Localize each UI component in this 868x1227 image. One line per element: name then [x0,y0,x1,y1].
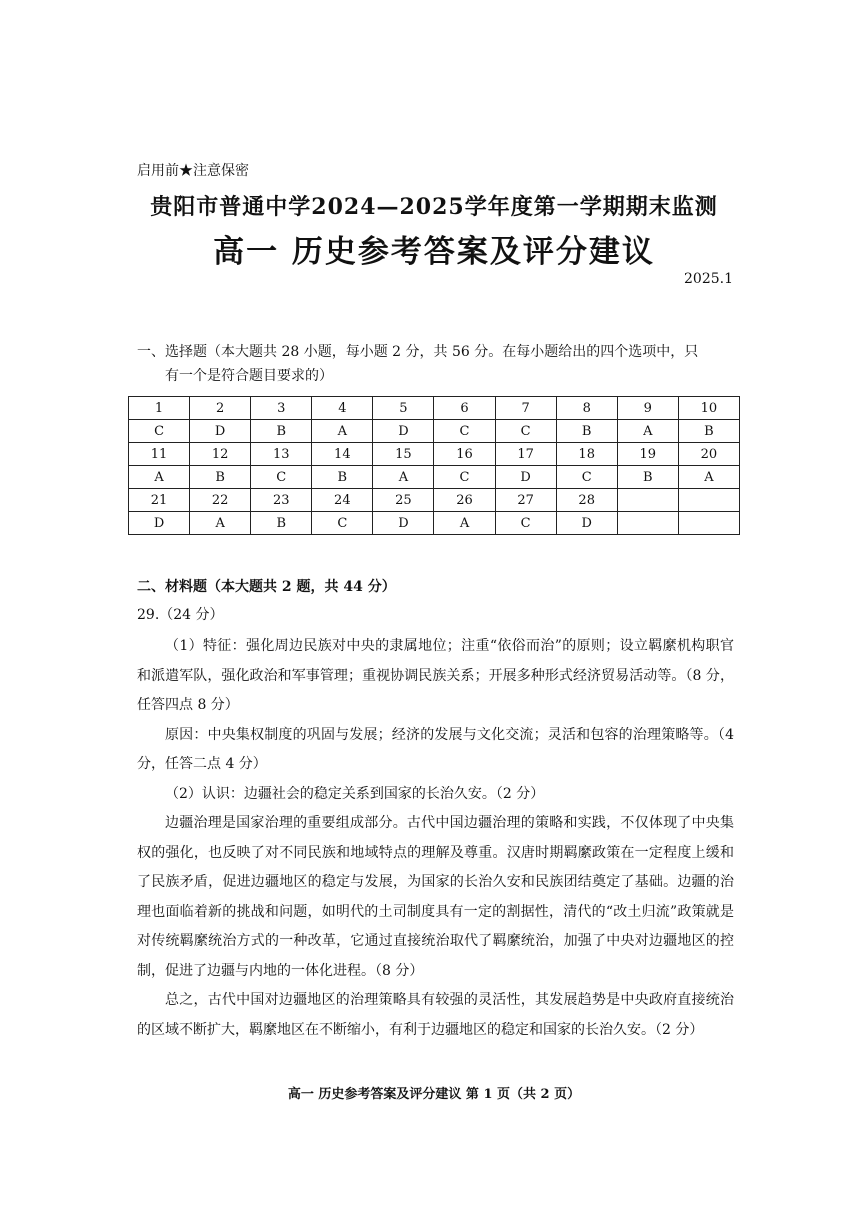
document-title: 高一 历史参考答案及评分建议 [213,234,655,270]
answer-table-cell: C [495,512,556,535]
answer-table-cell: A [434,512,495,535]
answer-table-cell: D [556,512,617,535]
answer-table-cell: 4 [312,397,373,420]
answer-table-cell: 27 [495,489,556,512]
answer-table-cell: 28 [556,489,617,512]
answer-table-cell: 19 [617,443,678,466]
answer-table-cell: 18 [556,443,617,466]
answer-table-cell: D [373,512,434,535]
section1-heading-line1: 一、选择题（本大题共 28 小题，每小题 2 分，共 56 分。在每小题给出的四个选项中，只 [137,344,699,360]
answer-table-cell: 23 [251,489,312,512]
answer-table-cell: B [678,420,739,443]
answer-table-cell: B [251,420,312,443]
answer-table-cell: C [556,466,617,489]
answer-table-row [129,397,740,420]
answer-table-cell [617,489,678,512]
document-date: 2025.1 [684,271,733,287]
question-29-number: 29.（24 分） [137,607,224,623]
answer-table-cell: 8 [556,397,617,420]
answer-table-row [129,466,740,489]
answer-table-cell: B [251,512,312,535]
answer-table-cell: 5 [373,397,434,420]
answer-table-cell: 11 [129,443,190,466]
answer-table-row [129,512,740,535]
answer-table-cell: C [434,420,495,443]
answer-table-cell: C [251,466,312,489]
confidential-notice: 启用前★注意保密 [137,163,249,179]
answer-table-cell: 12 [190,443,251,466]
answer-paragraph: （2）认识：边疆社会的稳定关系到国家的长治久安。（2 分） [165,785,545,802]
answer-paragraph: 边疆治理是国家治理的重要组成部分。古代中国边疆治理的策略和实践，不仅体现了中央集权的强化，也反映了对不同民族和地域特点的理解及尊重。汉唐时期羁縻政策在一定程度上缓和了民族矛盾，促进边疆地区的稳定与发展，为国家的长治久安和民族团结奠定了基础。边疆的治理也面临着新的挑战和问题，如明代的土司制度具有一定的割据性，清代的“改土归流”政策就是对传统羁縻统治方式的一种改革，它通过直接统治取代了羁縻统治，加强了中央对边疆地区的控制，促进了边疆与内地的一体化进程。（8 分） [137,815,734,979]
answer-table-cell: 16 [434,443,495,466]
answer-table-cell: D [495,466,556,489]
answer-paragraph: 总之，古代中国对边疆地区的治理策略具有较强的灵活性，其发展趋势是中央政府直接统治的区域不断扩大，羁縻地区在不断缩小，有利于边疆地区的稳定和国家的长治久安。（2 分） [137,992,734,1038]
answer-table-cell: 21 [129,489,190,512]
section2-heading: 二、材料题（本大题共 2 题，共 44 分） [137,579,396,595]
question-29-answer [137,632,734,1045]
answer-table-cell: 25 [373,489,434,512]
answer-table-cell: C [495,420,556,443]
answer-table-cell: 15 [373,443,434,466]
answer-table-cell: B [556,420,617,443]
answer-table-cell: D [373,420,434,443]
answer-table-cell: 20 [678,443,739,466]
answer-table-cell: 14 [312,443,373,466]
answer-table [128,396,740,535]
answer-table-cell: A [190,512,251,535]
answer-table-cell: B [312,466,373,489]
answer-table-row [129,443,740,466]
answer-paragraph: 原因：中央集权制度的巩固与发展；经济的发展与文化交流；灵活和包容的治理策略等。（4 分，任答二点 4 分） [137,726,734,772]
answer-table-cell: 2 [190,397,251,420]
section1-heading-line2: 有一个是符合题目要求的） [165,368,333,384]
answer-table-cell: 17 [495,443,556,466]
exam-title: 贵阳市普通中学2024—2025学年度第一学期期末监测 [150,194,718,220]
answer-table-cell [678,489,739,512]
answer-table-cell: A [617,420,678,443]
page-footer: 高一 历史参考答案及评分建议 第 1 页（共 2 页） [287,1087,581,1102]
answer-table-cell: B [190,466,251,489]
answer-table-cell: A [678,466,739,489]
answer-paragraph: （1）特征：强化周边民族对中央的隶属地位；注重“依俗而治”的原则；设立羁縻机构职官和派遣军队，强化政治和军事管理；重视协调民族关系；开展多种形式经济贸易活动等。（8 分，任答四点 8 分） [137,638,734,713]
answer-table-row [129,420,740,443]
answer-table-cell: B [617,466,678,489]
answer-table-cell: A [373,466,434,489]
answer-table-cell: 26 [434,489,495,512]
answer-table-cell: 6 [434,397,495,420]
answer-table-cell: A [129,466,190,489]
answer-table-cell: C [312,512,373,535]
answer-table-cell: D [190,420,251,443]
answer-table-cell: C [129,420,190,443]
answer-table-cell: 3 [251,397,312,420]
answer-table-cell: 7 [495,397,556,420]
answer-table-cell: 9 [617,397,678,420]
answer-table-row [129,489,740,512]
answer-table-cell: 10 [678,397,739,420]
answer-table-cell [678,512,739,535]
answer-table-cell: C [434,466,495,489]
answer-table-cell: 22 [190,489,251,512]
answer-table-cell: A [312,420,373,443]
section1-heading [137,340,737,388]
answer-table-cell: 24 [312,489,373,512]
answer-table-cell: 13 [251,443,312,466]
answer-table-cell [617,512,678,535]
answer-table-cell: 1 [129,397,190,420]
answer-table-cell: D [129,512,190,535]
